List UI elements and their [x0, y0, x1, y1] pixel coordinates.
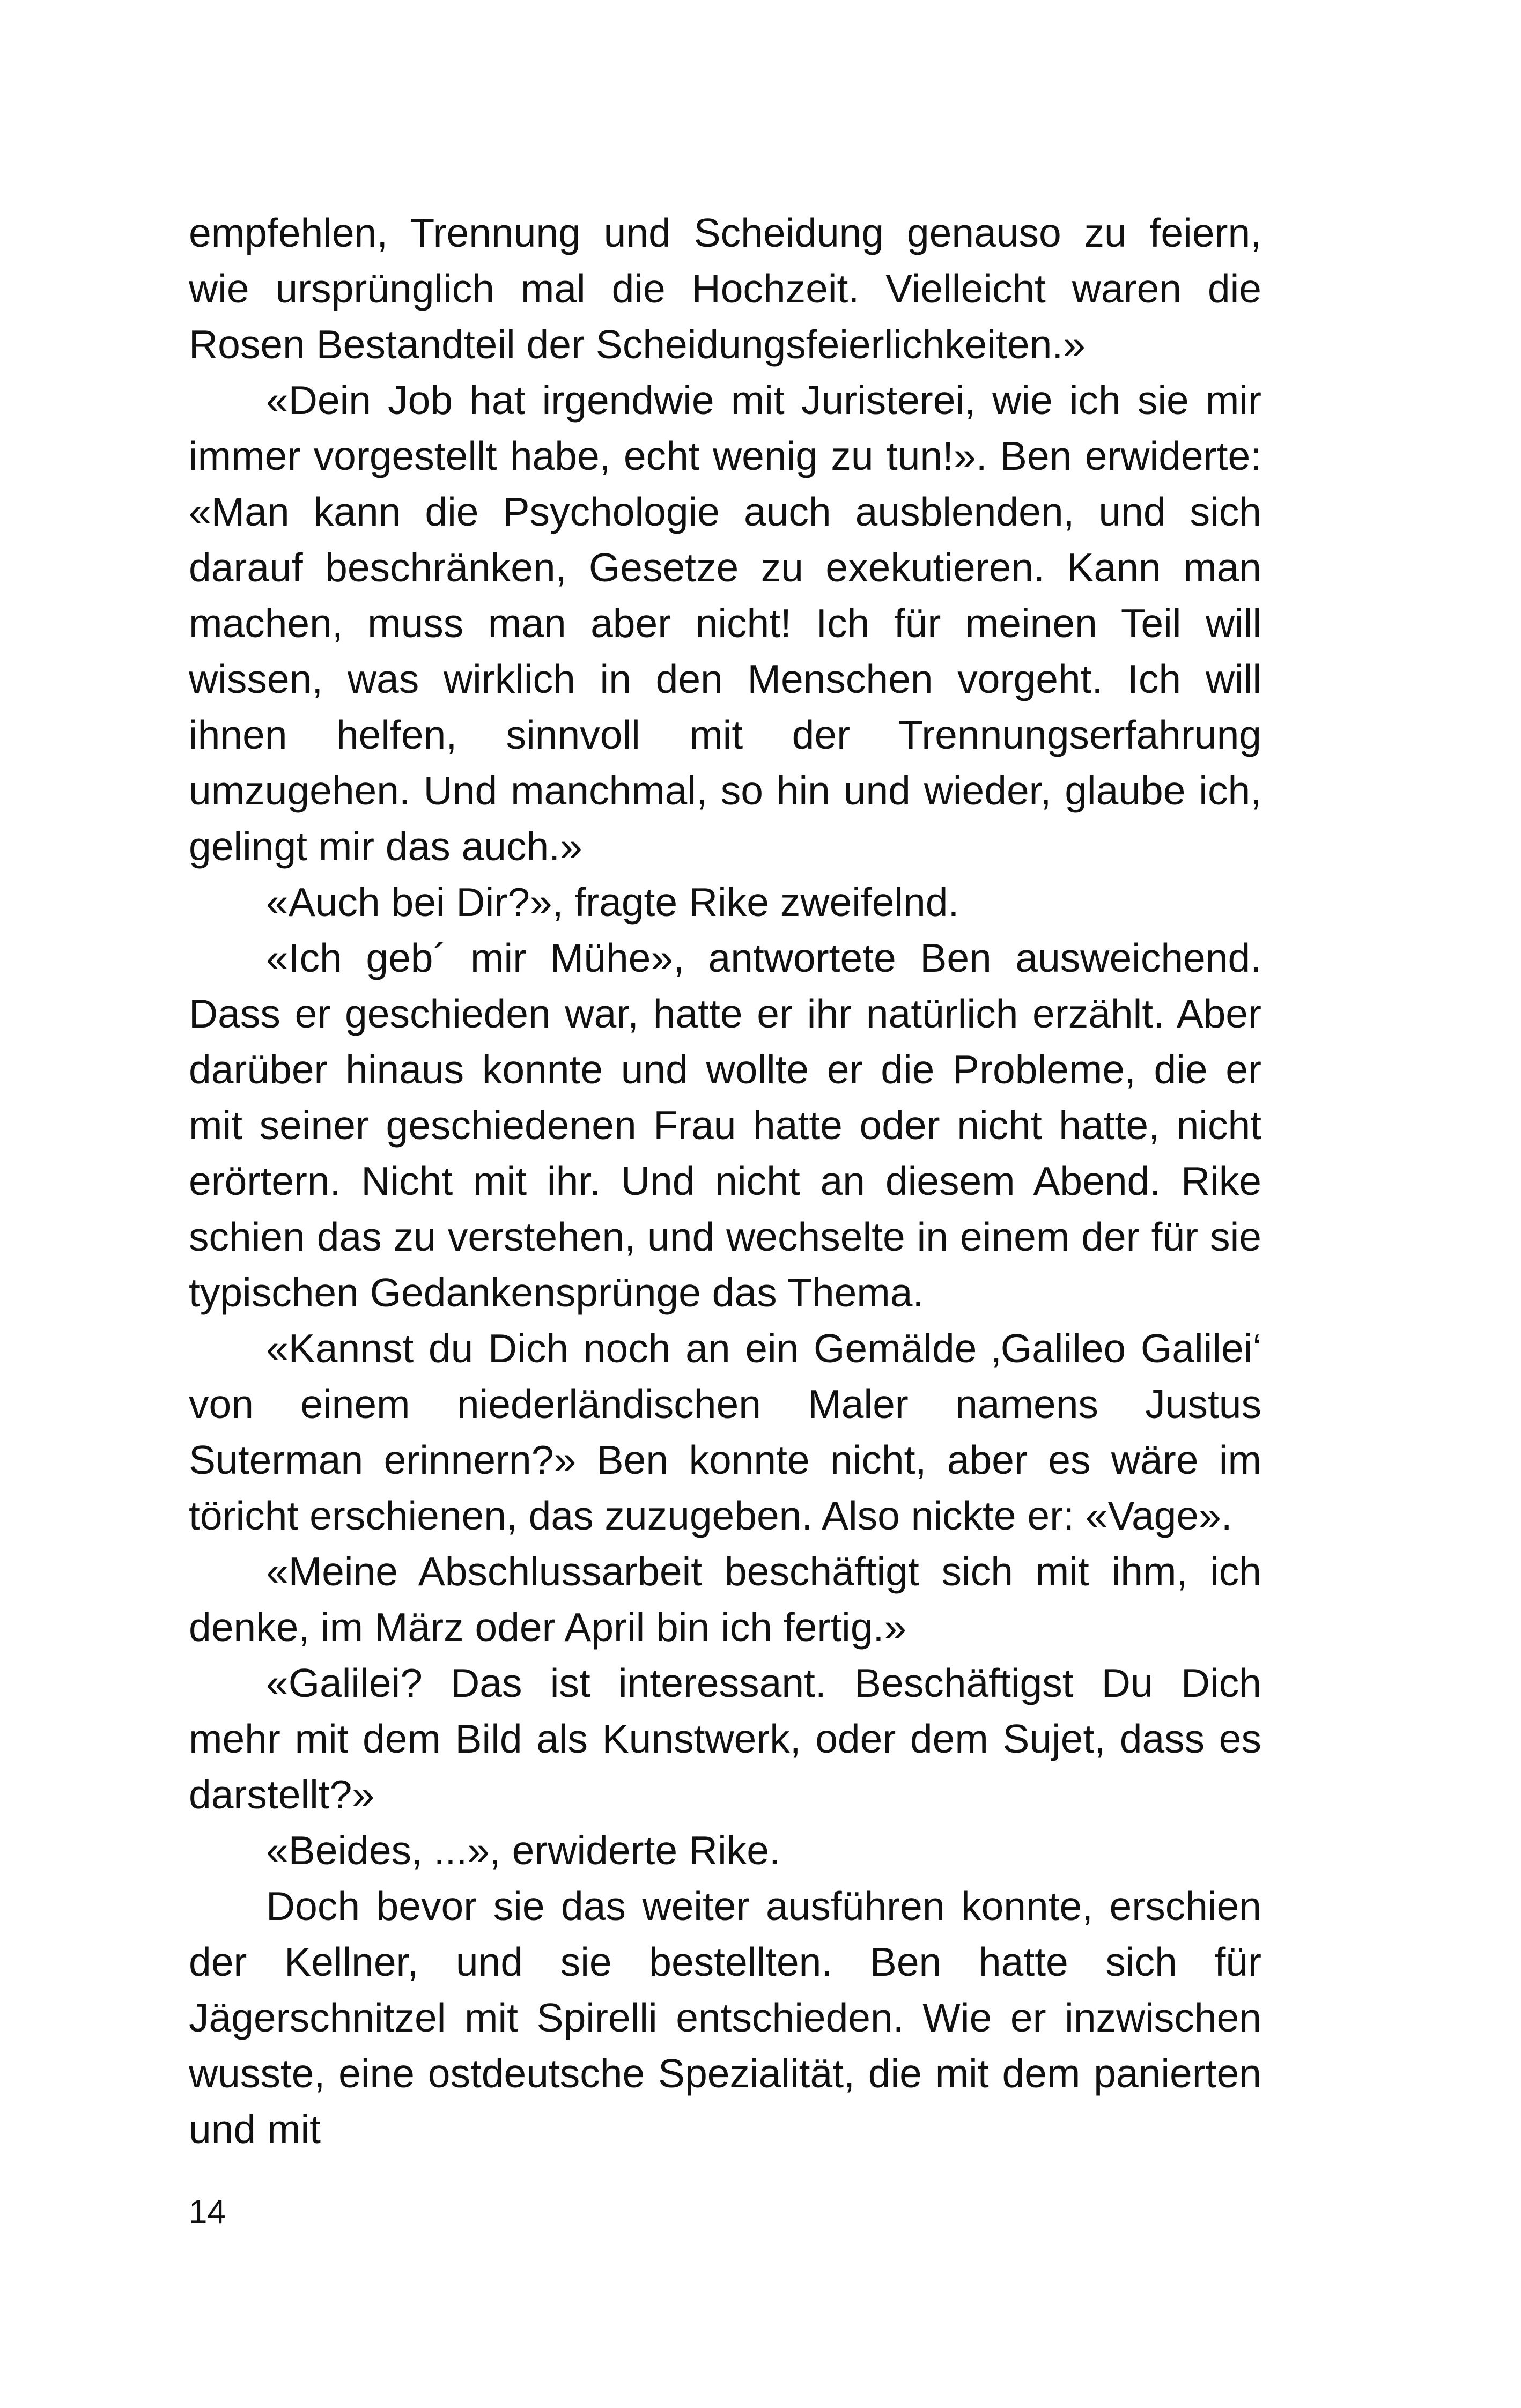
- paragraph: empfehlen, Trennung und Scheidung genauso zu feiern, wie ursprünglich mal die Hochzeit. Vielleicht waren die Rosen Bestandteil der Scheidungsfeierlichkeiten.»: [189, 210, 1261, 367]
- paragraph: «Beides, ...», erwiderte Rike.: [266, 1828, 780, 1873]
- paragraph: «Kannst du Dich noch an ein Gemälde ‚Galileo Galilei‘ von einem niederländischen Maler namens Justus Suterman erinnern?» Ben konnte nicht, aber es wäre im töricht erschienen, das zuzugeben. Also nickte er: «Vage».: [189, 1326, 1261, 1538]
- paragraph: Doch bevor sie das weiter ausführen konnte, erschien der Kellner, und sie bestellten. Ben hatte sich für Jägerschnitzel mit Spirelli entschieden. Wie er inzwischen wusste, eine ostdeutsche Spezialität, die mit dem panierten und mit: [189, 1883, 1261, 2152]
- book-page-body: [189, 205, 1261, 2157]
- paragraph: «Meine Abschlussarbeit beschäftigt sich mit ihm, ich denke, im März oder April bin ich fertig.»: [189, 1549, 1261, 1650]
- page-number: 14: [189, 2193, 226, 2230]
- paragraph: «Galilei? Das ist interessant. Beschäftigst Du Dich mehr mit dem Bild als Kunstwerk, oder dem Sujet, dass es darstellt?»: [189, 1660, 1261, 1817]
- paragraph: «Auch bei Dir?», fragte Rike zweifelnd.: [266, 880, 959, 925]
- paragraph: «Ich geb´ mir Mühe», antwortete Ben ausweichend. Dass er geschieden war, hatte er ihr natürlich erzählt. Aber darüber hinaus konnte und wollte er die Probleme, die er mit seiner geschiedenen Frau hatte oder nicht hatte, nicht erörtern. Nicht mit ihr. Und nicht an diesem Abend. Rike schien das zu verstehen, und wechselte in einem der für sie typischen Gedankensprünge das Thema.: [189, 935, 1261, 1315]
- paragraph: «Dein Job hat irgendwie mit Juristerei, wie ich sie mir immer vorgestellt habe, echt wenig zu tun!». Ben erwiderte: «Man kann die Psychologie auch ausblenden, und sich darauf beschränken, Gesetze zu exekutieren. Kann man machen, muss man aber nicht! Ich für meinen Teil will wissen, was wirklich in den Menschen vorgeht. Ich will ihnen helfen, sinnvoll mit der Trennungserfahrung umzugehen. Und manchmal, so hin und wieder, glaube ich, gelingt mir das auch.»: [189, 378, 1261, 869]
